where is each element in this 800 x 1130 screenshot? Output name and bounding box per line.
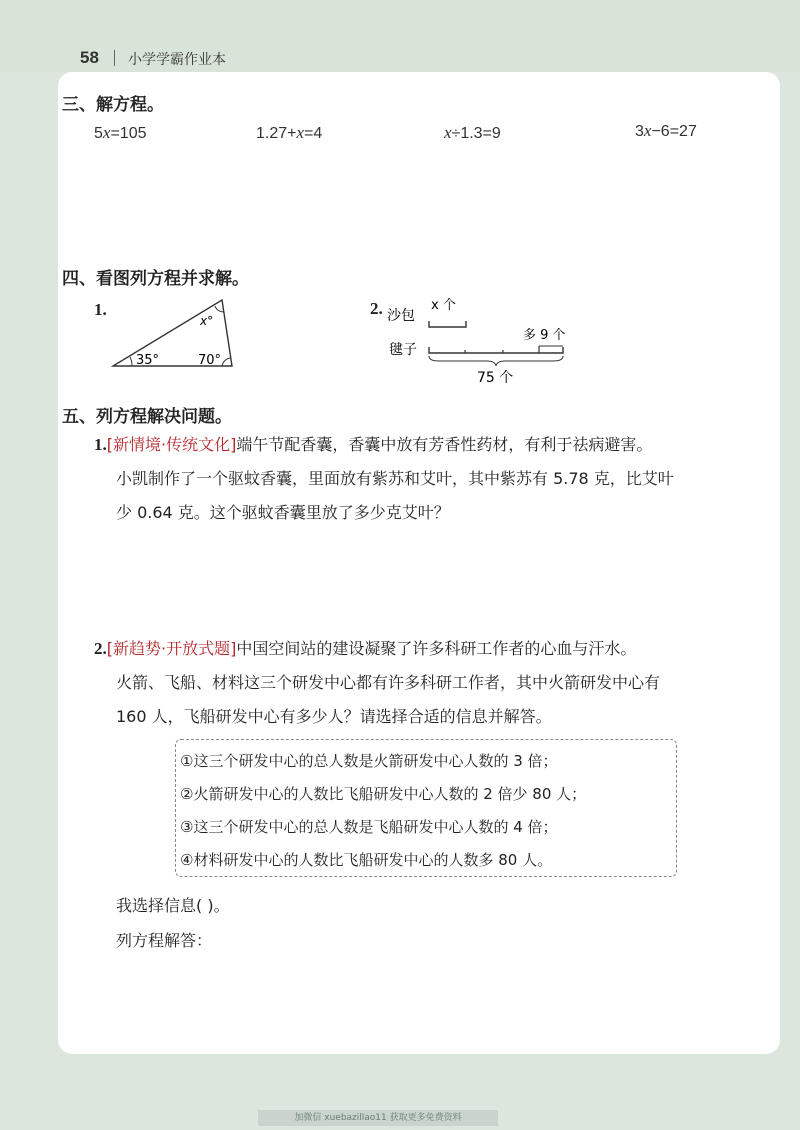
- s5-question-2-line-3: 160 人，飞船研发中心有多少人？请选择合适的信息并解答。: [116, 707, 552, 726]
- info-option-1: ①这三个研发中心的总人数是火箭研发中心人数的 3 倍；: [180, 752, 558, 770]
- info-option-2: ②火箭研发中心的人数比飞船研发中心人数的 2 倍少 80 人；: [180, 785, 587, 803]
- info-options-box: [175, 739, 677, 877]
- segment-diagram: [383, 294, 598, 386]
- equation-3: x÷1.3=9: [444, 123, 501, 142]
- section-5-title: 五、列方程解决问题。: [62, 407, 232, 427]
- footer-watermark: 加微信 xuebazillao11 获取更多免费资料: [258, 1110, 498, 1126]
- angle-35-label: 35°: [136, 353, 160, 368]
- equation-2: 1.27+x=4: [256, 123, 323, 142]
- s5-question-1-line-2: 小凯制作了一个驱蚊香囊，里面放有紫苏和艾叶，其中紫苏有 5.78 克，比艾叶: [116, 469, 674, 488]
- choose-info-prompt: 我选择信息( )。: [116, 896, 230, 915]
- equation-1: 5x=105: [94, 123, 147, 142]
- info-option-4: ④材料研发中心的人数比飞船研发中心的人数多 80 人。: [180, 851, 553, 869]
- info-option-3: ③这三个研发中心的总人数是飞船研发中心人数的 4 倍；: [180, 818, 558, 836]
- section-4-title: 四、看图列方程并求解。: [62, 269, 249, 289]
- angle-70-label: 70°: [198, 353, 222, 368]
- s5-question-1-line-3: 少 0.64 克。这个驱蚊香囊里放了多少克艾叶？: [116, 503, 450, 522]
- book-title: 小学学霸作业本: [128, 52, 226, 68]
- angle-x-label: x°: [200, 314, 214, 328]
- label-x-count: x 个: [431, 298, 456, 313]
- label-shabao: 沙包: [387, 308, 415, 324]
- s4-question-2-number: 2.: [370, 299, 383, 318]
- label-total-75: 75 个: [477, 370, 514, 386]
- s5-question-2-line-2: 火箭、飞船、材料这三个研发中心都有许多科研工作者，其中火箭研发中心有: [116, 673, 661, 692]
- label-jianzi: 毽子: [389, 342, 417, 358]
- worksheet-card: [58, 72, 780, 1054]
- solve-prompt: 列方程解答：: [116, 931, 213, 950]
- topic-tag-open: [新趋势·开放式题]: [106, 639, 237, 658]
- topic-tag-tradition: [新情境·传统文化]: [106, 435, 237, 454]
- s5-question-2-number: 2.: [94, 639, 107, 658]
- equation-4: 3x−6=27: [635, 121, 697, 140]
- triangle-figure: [110, 294, 240, 370]
- page-number: 58: [80, 48, 99, 67]
- label-more-nine: 多 9 个: [523, 328, 566, 343]
- s4-question-1-number: 1.: [94, 300, 107, 319]
- s5-question-2-line-1: 2.[新趋势·开放式题]中国空间站的建设凝聚了许多科研工作者的心血与汗水。: [94, 639, 637, 658]
- page-header: [0, 0, 800, 72]
- s5-question-1-line-1: 1.[新情境·传统文化]端午节配香囊，香囊中放有芳香性药材，有利于祛病避害。: [94, 435, 653, 454]
- s5-question-1-number: 1.: [94, 435, 107, 454]
- header-divider: [114, 50, 115, 66]
- section-3-title: 三、解方程。: [62, 95, 164, 115]
